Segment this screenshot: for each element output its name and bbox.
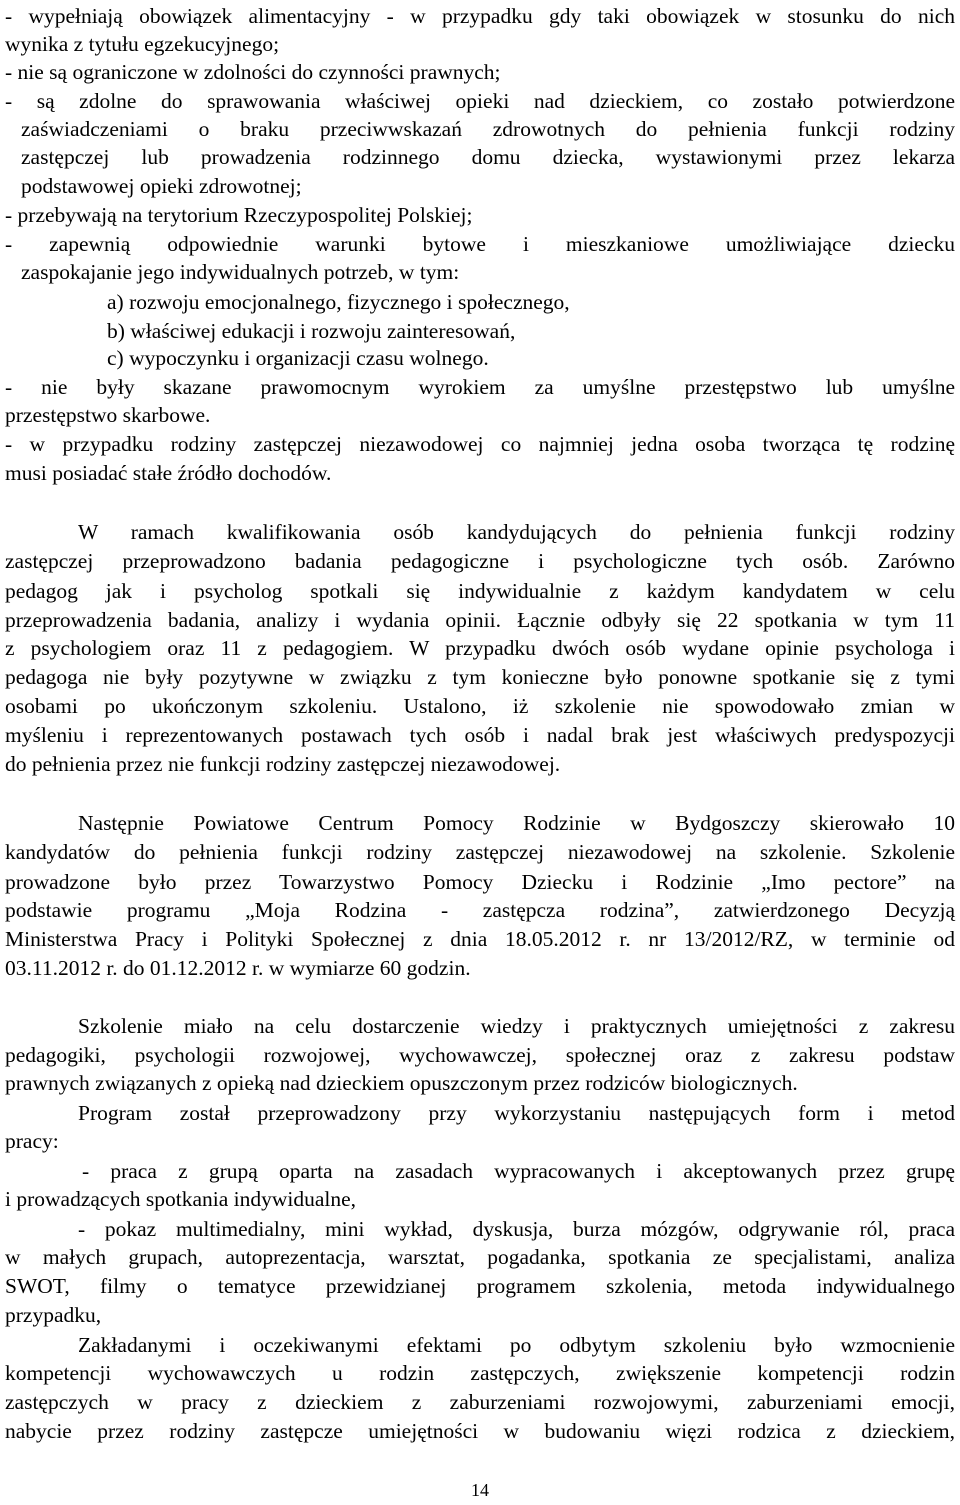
text-line: SWOT, filmy o tematyce przewidzianej programem szkolenia, metoda indywidualnego	[5, 1274, 955, 1298]
text-line: pedagog jak i psycholog spotkali się indywidualnie z każdym kandydatem w celu	[5, 579, 955, 603]
text-line: - nie są ograniczone w zdolności do czynności prawnych;	[5, 60, 501, 84]
text-line: pedagoga nie były pozytywne w związku z tym konieczne było ponowne spotkanie się z tymi	[5, 665, 955, 689]
text-line: - przebywają na terytorium Rzeczypospolitej Polskiej;	[5, 203, 473, 227]
paragraph-first-line: Szkolenie miało na celu dostarczenie wiedzy i praktycznych umiejętności z zakresu	[78, 1014, 955, 1038]
text-line: osobami po ukończonym szkoleniu. Ustalono, iż szkolenie nie spowodowało zmian w	[5, 694, 955, 718]
text-line: - są zdolne do sprawowania właściwej opieki nad dzieckiem, co zostało potwierdzone	[5, 89, 955, 113]
text-line: do pełnienia przez nie funkcji rodziny zastępczej niezawodowej.	[5, 752, 561, 776]
text-line: nabycie przez rodziny zastępcze umiejętności w budowaniu więzi rodzica z dzieckiem,	[5, 1419, 955, 1443]
page-number: 14	[471, 1480, 489, 1500]
text-line: zastępczej przeprowadzono badania pedagogiczne i psychologiczne tych osób. Zarówno	[5, 549, 955, 573]
text-line: kompetencji wychowawczych u rodzin zastępczych, zwiększenie kompetencji rodzin	[5, 1361, 955, 1385]
text-line: 03.11.2012 r. do 01.12.2012 r. w wymiarze 60 godzin.	[5, 956, 471, 980]
text-line: przypadku,	[5, 1303, 102, 1327]
paragraph-first-line: Następnie Powiatowe Centrum Pomocy Rodzinie w Bydgoszczy skierowało 10	[78, 811, 955, 835]
list-item: a) rozwoju emocjonalnego, fizycznego i społecznego,	[107, 290, 570, 314]
text-line: zaświadczeniami o braku przeciwwskazań zdrowotnych do pełnienia funkcji rodziny	[21, 117, 955, 141]
text-line: podstawie programu „Moja Rodzina - zastępcza rodzina”, zatwierdzonego Decyzją	[5, 898, 955, 922]
text-line: kandydatów do pełnienia funkcji rodziny zastępczej niezawodowej na szkolenie. Szkolenie	[5, 840, 955, 864]
text-line: - nie były skazane prawomocnym wyrokiem za umyślne przestępstwo lub umyślne	[5, 375, 955, 399]
text-line: pedagogiki, psychologii rozwojowej, wychowawczej, społecznej oraz z zakresu podstaw	[5, 1043, 955, 1067]
text-line: w małych grupach, autoprezentacja, warsztat, pogadanka, spotkania ze specjalistami, analiza	[5, 1245, 955, 1269]
text-line: musi posiadać stałe źródło dochodów.	[5, 461, 332, 485]
list-item: - pokaz multimedialny, mini wykład, dyskusja, burza mózgów, odgrywanie ról, praca	[78, 1217, 955, 1241]
text-line: podstawowej opieki zdrowotnej;	[21, 174, 302, 198]
text-line: - wypełniają obowiązek alimentacyjny - w przypadku gdy taki obowiązek w stosunku do nich	[5, 4, 955, 28]
text-line: prawnych związanych z opieką nad dzieckiem opuszczonym przez rodziców biologicznych.	[5, 1071, 798, 1095]
list-item: - praca z grupą oparta na zasadach wypracowanych i akceptowanych przez grupę	[82, 1159, 955, 1183]
text-line: zaspokajanie jego indywidualnych potrzeb, w tym:	[21, 260, 460, 284]
list-item: b) właściwej edukacji i rozwoju zainteresowań,	[107, 319, 516, 343]
text-line: prowadzone było przez Towarzystwo Pomocy Dziecku i Rodzinie „Imo pectore” na	[5, 870, 955, 894]
text-line: myśleniu i reprezentowanych postawach tych osób i nadal brak jest właściwych predyspozycji	[5, 723, 955, 747]
paragraph-first-line: W ramach kwalifikowania osób kandydujących do pełnienia funkcji rodziny	[78, 520, 955, 544]
text-line: pracy:	[5, 1129, 59, 1153]
text-line: i prowadzących spotkania indywidualne,	[5, 1187, 357, 1211]
text-line: zastępczych w pracy z dzieckiem z zaburzeniami rozwojowymi, zaburzeniami emocji,	[5, 1390, 955, 1414]
paragraph-first-line: Zakładanymi i oczekiwanymi efektami po odbytym szkoleniu było wzmocnienie	[78, 1333, 955, 1357]
text-line: Ministerstwa Pracy i Polityki Społecznej z dnia 18.05.2012 r. nr 13/2012/RZ, w terminie od	[5, 927, 955, 951]
text-line: zastępczej lub prowadzenia rodzinnego domu dziecka, wystawionymi przez lekarza	[21, 145, 955, 169]
text-line: z psychologiem oraz 11 z pedagogiem. W przypadku dwóch osób wydane opinie psychologa i	[5, 636, 955, 660]
list-item: c) wypoczynku i organizacji czasu wolnego.	[107, 346, 489, 370]
text-line: - w przypadku rodziny zastępczej niezawodowej co najmniej jedna osoba tworząca tę rodzinę	[5, 432, 955, 456]
text-line: wynika z tytułu egzekucyjnego;	[5, 32, 280, 56]
text-line: przeprowadzenia badania, analizy i wydania opinii. Łącznie odbyły się 22 spotkania w tym 11	[5, 608, 955, 632]
paragraph-first-line: Program został przeprowadzony przy wykorzystaniu następujących form i metod	[78, 1101, 955, 1125]
text-line: - zapewnią odpowiednie warunki bytowe i mieszkaniowe umożliwiające dziecku	[5, 232, 955, 256]
text-line: przestępstwo skarbowe.	[5, 403, 211, 427]
